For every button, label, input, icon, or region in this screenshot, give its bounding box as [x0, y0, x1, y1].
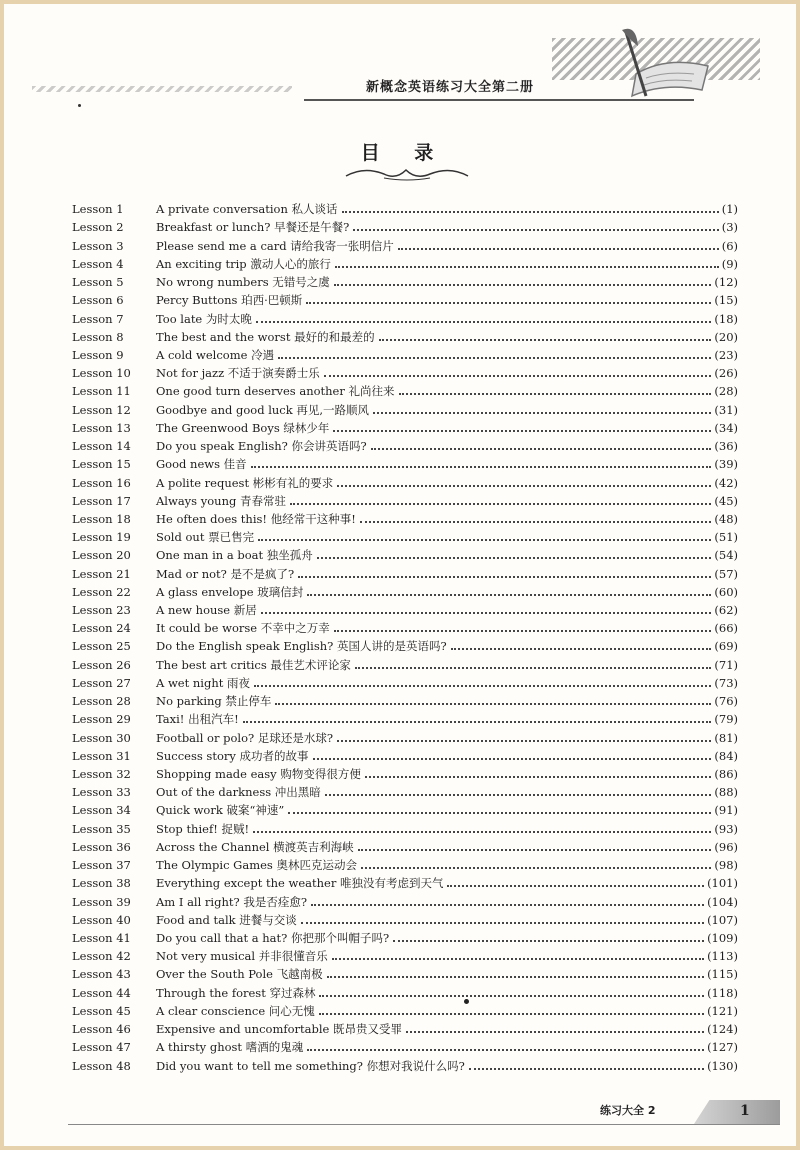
toc-entry [62, 471, 742, 489]
toc-lesson-number: Lesson 13 [72, 420, 131, 435]
toc-page-number: (130) [707, 1058, 738, 1073]
toc-lesson-number: Lesson 34 [72, 803, 131, 818]
toc-page-number: (39) [714, 457, 738, 472]
toc-lesson-number: Lesson 15 [72, 457, 131, 472]
toc-page-number: (3) [721, 220, 738, 235]
toc-entry [62, 672, 742, 690]
toc-lesson-title: Food and talk 进餐与交谈 [156, 912, 297, 927]
toc-lesson-title: Breakfast or lunch? 早餐还是午餐? [156, 220, 350, 235]
footer-label: 练习大全 2 [600, 1104, 656, 1117]
toc-lesson-title: Across the Channel 横渡英吉利海峡 [156, 839, 354, 854]
toc-dot-leader [306, 301, 711, 304]
toc-dot-leader [353, 228, 718, 231]
toc-page-number: (60) [714, 584, 738, 599]
toc-page-number: (62) [714, 603, 738, 618]
toc-entry [62, 307, 742, 325]
toc-page-number: (31) [714, 402, 738, 417]
toc-lesson-title: Mad or not? 是不是疯了? [156, 566, 295, 581]
toc-entry [62, 1036, 742, 1054]
toc-entry [62, 581, 742, 599]
toc-page-number: (34) [714, 420, 738, 435]
toc-entry [62, 799, 742, 817]
toc-page-number: (23) [714, 347, 738, 362]
toc-lesson-number: Lesson 27 [72, 675, 131, 690]
toc-dot-leader [342, 210, 719, 213]
toc-dot-leader [311, 903, 704, 906]
toc-dot-leader [317, 556, 712, 559]
toc-lesson-number: Lesson 48 [72, 1058, 131, 1073]
toc-page-number: (96) [714, 839, 738, 854]
toc-entry [62, 453, 742, 471]
toc-entry [62, 508, 742, 526]
toc-lesson-number: Lesson 43 [72, 967, 131, 982]
toc-lesson-number: Lesson 24 [72, 621, 131, 636]
toc-page-number: (42) [714, 475, 738, 490]
toc-lesson-number: Lesson 11 [72, 384, 131, 399]
toc-entry [62, 617, 742, 635]
toc-lesson-number: Lesson 5 [72, 275, 124, 290]
toc-lesson-title: A wet night 雨夜 [156, 675, 251, 690]
toc-lesson-title: Expensive and uncomfortable 既昂贵又受罪 [156, 1022, 403, 1037]
toc-lesson-number: Lesson 9 [72, 347, 124, 362]
toc-lesson-number: Lesson 14 [72, 439, 131, 454]
toc-page-number: (20) [714, 329, 738, 344]
toc-page-number: (124) [707, 1022, 738, 1037]
toc-entry [62, 562, 742, 580]
toc-dot-leader [398, 247, 719, 250]
toc-lesson-title: Everything except the weather 唯独没有考虑到天气 [156, 876, 444, 891]
toc-entry [62, 817, 742, 835]
toc-dot-leader [254, 684, 711, 687]
toc-dot-leader [298, 575, 711, 578]
toc-page-number: (45) [714, 493, 738, 508]
toc-lesson-title: Taxi! 出租汽车! [156, 712, 239, 727]
toc-lesson-title: A private conversation 私人谈话 [156, 202, 338, 217]
toc-dot-leader [319, 994, 704, 997]
toc-dot-leader [399, 392, 712, 395]
toc-page-number: (76) [714, 694, 738, 709]
toc-lesson-number: Lesson 12 [72, 402, 131, 417]
toc-lesson-number: Lesson 35 [72, 821, 131, 836]
toc-page-number: (93) [714, 821, 738, 836]
toc-lesson-title: One man in a boat 独坐孤舟 [156, 548, 313, 563]
toc-lesson-title: One good turn deserves another 礼尚往来 [156, 384, 395, 399]
footer-rule [68, 1124, 780, 1125]
toc-page-number: (15) [714, 293, 738, 308]
toc-dot-leader [288, 811, 711, 814]
toc-page-number: (9) [721, 256, 738, 271]
toc-lesson-title: The best art critics 最佳艺术评论家 [156, 657, 351, 672]
toc-page-number: (6) [721, 238, 738, 253]
toc-entry [62, 417, 742, 435]
toc-page-number: (121) [707, 1003, 738, 1018]
toc-page-number: (69) [714, 639, 738, 654]
toc-list [62, 198, 742, 1073]
toc-dot-leader [334, 283, 712, 286]
toc-lesson-title: Good news 佳音 [156, 457, 247, 472]
toc-lesson-number: Lesson 37 [72, 858, 131, 873]
swirl-ornament-icon [344, 164, 470, 182]
toc-lesson-title: Too late 为时太晚 [156, 311, 252, 326]
toc-dot-leader [361, 866, 711, 869]
toc-dot-leader [406, 1030, 704, 1033]
toc-entry [62, 253, 742, 271]
toc-dot-leader [373, 411, 711, 414]
toc-lesson-title: Shopping made easy 购物变得很方便 [156, 767, 361, 781]
toc-lesson-number: Lesson 20 [72, 548, 131, 563]
toc-page-number: (104) [707, 894, 738, 909]
toc-dot-leader [313, 757, 712, 760]
toc-entry [62, 872, 742, 890]
toc-entry [62, 1000, 742, 1018]
header-hatch-strip [32, 86, 292, 92]
toc-dot-leader [355, 666, 711, 669]
toc-lesson-number: Lesson 21 [72, 566, 131, 581]
toc-dot-leader [324, 374, 712, 377]
toc-entry [62, 708, 742, 726]
toc-entry [62, 653, 742, 671]
toc-lesson-number: Lesson 47 [72, 1040, 131, 1055]
book-title: 新概念英语练习大全第二册 [366, 80, 535, 95]
toc-lesson-number: Lesson 31 [72, 748, 131, 763]
toc-lesson-title: It could be worse 不幸中之万幸 [156, 621, 330, 636]
toc-page-number: (118) [707, 985, 738, 1000]
toc-lesson-title: Over the South Pole 飞越南极 [156, 967, 323, 982]
toc-dot-leader [327, 975, 704, 978]
toc-entry [62, 271, 742, 289]
toc-lesson-title: Do the English speak English? 英国人讲的是英语吗? [156, 639, 447, 654]
toc-page-number: (18) [714, 311, 738, 326]
toc-dot-leader [333, 429, 711, 432]
toc-dot-leader [243, 720, 712, 723]
toc-page-number: (98) [714, 858, 738, 873]
toc-lesson-title: Out of the darkness 冲出黑暗 [156, 785, 321, 800]
toc-page-number: (66) [714, 621, 738, 636]
toc-lesson-title: Football or polo? 足球还是水球? [156, 730, 333, 745]
toc-entry [62, 963, 742, 981]
toc-lesson-title: The Greenwood Boys 绿林少年 [156, 420, 330, 435]
toc-lesson-title: A thirsty ghost 嗜酒的鬼魂 [156, 1040, 304, 1055]
toc-page-number: (12) [714, 275, 738, 290]
toc-dot-leader [360, 520, 712, 523]
toc-dot-leader [469, 1067, 704, 1070]
toc-dot-leader [447, 884, 704, 887]
ink-speck [464, 999, 469, 1004]
toc-dot-leader [371, 447, 712, 450]
toc-entry [62, 344, 742, 362]
toc-lesson-number: Lesson 8 [72, 329, 124, 344]
toc-lesson-title: The best and the worst 最好的和最差的 [156, 329, 375, 344]
toc-lesson-number: Lesson 25 [72, 639, 131, 654]
toc-lesson-title: A glass envelope 玻璃信封 [156, 584, 304, 599]
dot-mark [78, 104, 81, 107]
toc-lesson-number: Lesson 4 [72, 256, 124, 271]
toc-lesson-number: Lesson 32 [72, 767, 131, 781]
toc-lesson-title: Stop thief! 捉贼! [156, 821, 250, 836]
toc-page-number: (51) [714, 530, 738, 545]
toc-lesson-title: A cold welcome 冷遇 [156, 347, 275, 362]
toc-page-number: (107) [707, 912, 738, 927]
toc-page-number: (84) [714, 748, 738, 763]
toc-lesson-title: Always young 青春常驻 [156, 493, 286, 508]
toc-lesson-number: Lesson 33 [72, 785, 131, 800]
toc-dot-leader [325, 793, 712, 796]
toc-page-number: (109) [707, 930, 738, 945]
toc-lesson-title: A new house 新居 [156, 603, 257, 618]
toc-lesson-number: Lesson 39 [72, 894, 131, 909]
toc-entry [62, 1054, 742, 1072]
toc-entry [62, 362, 742, 380]
toc-dot-leader [256, 320, 711, 323]
toc-lesson-number: Lesson 29 [72, 712, 131, 727]
toc-page-number: (71) [714, 657, 738, 672]
toc-entry [62, 726, 742, 744]
toc-page-number: (79) [714, 712, 738, 727]
toc-entry [62, 909, 742, 927]
toc-page-number: (101) [707, 876, 738, 891]
toc-dot-leader [319, 1012, 704, 1015]
toc-page-number: (86) [714, 767, 738, 781]
toc-dot-leader [307, 1048, 704, 1051]
toc-lesson-title: Success story 成功者的故事 [156, 748, 309, 763]
toc-dot-leader [278, 356, 711, 359]
toc-entry [62, 781, 742, 799]
toc-entry [62, 599, 742, 617]
page-number: 1 [740, 1103, 750, 1119]
toc-page-number: (81) [714, 730, 738, 745]
toc-page-number: (127) [707, 1040, 738, 1055]
toc-entry [62, 490, 742, 508]
toc-entry [62, 690, 742, 708]
toc-entry [62, 544, 742, 562]
toc-page-number: (48) [714, 511, 738, 526]
toc-dot-leader [290, 502, 711, 505]
toc-lesson-number: Lesson 3 [72, 238, 124, 253]
toc-page-number: (1) [721, 202, 738, 217]
toc-lesson-number: Lesson 22 [72, 584, 131, 599]
toc-lesson-title: Quick work 破案“神速” [156, 803, 285, 818]
toc-lesson-title: A polite request 彬彬有礼的要求 [156, 475, 334, 490]
toc-lesson-number: Lesson 44 [72, 985, 131, 1000]
toc-entry [62, 216, 742, 234]
toc-dot-leader [451, 647, 712, 650]
toc-entry [62, 836, 742, 854]
header-rule [304, 99, 694, 101]
toc-lesson-title: Did you want to tell me something? 你想对我说什么吗? [156, 1058, 465, 1073]
toc-lesson-number: Lesson 23 [72, 603, 131, 618]
toc-lesson-title: The Olympic Games 奥林匹克运动会 [156, 858, 357, 873]
toc-entry [62, 326, 742, 344]
toc-dot-leader [258, 538, 711, 541]
toc-lesson-number: Lesson 10 [72, 366, 131, 381]
toc-entry [62, 745, 742, 763]
toc-dot-leader [261, 611, 712, 614]
toc-dot-leader [253, 830, 711, 833]
toc-lesson-number: Lesson 16 [72, 475, 131, 490]
toc-entry [62, 1018, 742, 1036]
toc-lesson-title: Not very musical 并非很懂音乐 [156, 949, 328, 964]
toc-dot-leader [301, 921, 704, 924]
toc-page-number: (113) [707, 949, 738, 964]
toc-entry [62, 981, 742, 999]
toc-dot-leader [337, 739, 711, 742]
toc-lesson-number: Lesson 45 [72, 1003, 131, 1018]
toc-lesson-title: Sold out 票已售完 [156, 530, 255, 545]
toc-dot-leader [275, 702, 711, 705]
toc-page-number: (26) [714, 366, 738, 381]
toc-lesson-number: Lesson 7 [72, 311, 124, 326]
toc-lesson-title: Percy Buttons 珀西·巴顿斯 [156, 293, 303, 308]
toc-lesson-number: Lesson 1 [72, 202, 124, 217]
toc-lesson-number: Lesson 17 [72, 493, 131, 508]
toc-entry [62, 398, 742, 416]
toc-lesson-number: Lesson 38 [72, 876, 131, 891]
toc-lesson-title: An exciting trip 激动人心的旅行 [156, 256, 331, 271]
toc-lesson-title: Through the forest 穿过森林 [156, 985, 316, 1000]
toc-page-number: (54) [714, 548, 738, 563]
toc-page-number: (115) [707, 967, 738, 982]
toc-entry [62, 526, 742, 544]
quill-and-scroll-icon [616, 26, 720, 118]
toc-lesson-number: Lesson 6 [72, 293, 124, 308]
toc-lesson-title: Goodbye and good luck 再见,一路顺风 [156, 402, 370, 417]
toc-entry [62, 380, 742, 398]
toc-entry [62, 927, 742, 945]
toc-page-number: (73) [714, 675, 738, 690]
toc-entry [62, 435, 742, 453]
toc-lesson-number: Lesson 2 [72, 220, 124, 235]
toc-entry [62, 635, 742, 653]
toc-lesson-title: Do you speak English? 你会讲英语吗? [156, 439, 367, 454]
toc-dot-leader [337, 484, 711, 487]
toc-dot-leader [393, 939, 704, 942]
toc-lesson-title: Do you call that a hat? 你把那个叫帽子吗? [156, 930, 390, 945]
toc-lesson-title: Am I all right? 我是否痊愈? [156, 894, 307, 909]
toc-dot-leader [251, 465, 712, 468]
toc-dot-leader [365, 775, 712, 778]
toc-lesson-title: A clear conscience 问心无愧 [156, 1003, 315, 1018]
toc-page-number: (91) [714, 803, 738, 818]
toc-page-number: (36) [714, 439, 738, 454]
toc-page-number: (28) [714, 384, 738, 399]
toc-entry [62, 763, 742, 781]
toc-lesson-number: Lesson 42 [72, 949, 131, 964]
toc-lesson-title: No parking 禁止停车 [156, 694, 272, 709]
toc-dot-leader [358, 848, 712, 851]
toc-lesson-number: Lesson 36 [72, 839, 131, 854]
toc-lesson-number: Lesson 30 [72, 730, 131, 745]
toc-dot-leader [307, 593, 711, 596]
toc-lesson-title: No wrong numbers 无错号之虞 [156, 275, 330, 290]
toc-lesson-number: Lesson 40 [72, 912, 131, 927]
toc-entry [62, 289, 742, 307]
toc-entry [62, 945, 742, 963]
toc-dot-leader [334, 629, 712, 632]
toc-lesson-number: Lesson 26 [72, 657, 131, 672]
toc-entry [62, 198, 742, 216]
toc-lesson-number: Lesson 46 [72, 1022, 131, 1037]
toc-page-number: (88) [714, 785, 738, 800]
toc-dot-leader [379, 338, 712, 341]
toc-lesson-number: Lesson 41 [72, 930, 131, 945]
toc-entry [62, 890, 742, 908]
toc-title: 目 录 [360, 142, 448, 164]
toc-dot-leader [335, 265, 719, 268]
toc-entry [62, 234, 742, 252]
toc-lesson-number: Lesson 28 [72, 694, 131, 709]
toc-dot-leader [332, 957, 704, 960]
toc-page-number: (57) [714, 566, 738, 581]
toc-lesson-title: He often does this! 他经常干这种事! [156, 511, 356, 526]
toc-lesson-title: Please send me a card 请给我寄一张明信片 [156, 238, 394, 253]
footer-tab [694, 1100, 780, 1124]
toc-lesson-title: Not for jazz 不适于演奏爵士乐 [156, 366, 320, 381]
toc-entry [62, 854, 742, 872]
toc-lesson-number: Lesson 18 [72, 511, 131, 526]
toc-lesson-number: Lesson 19 [72, 530, 131, 545]
